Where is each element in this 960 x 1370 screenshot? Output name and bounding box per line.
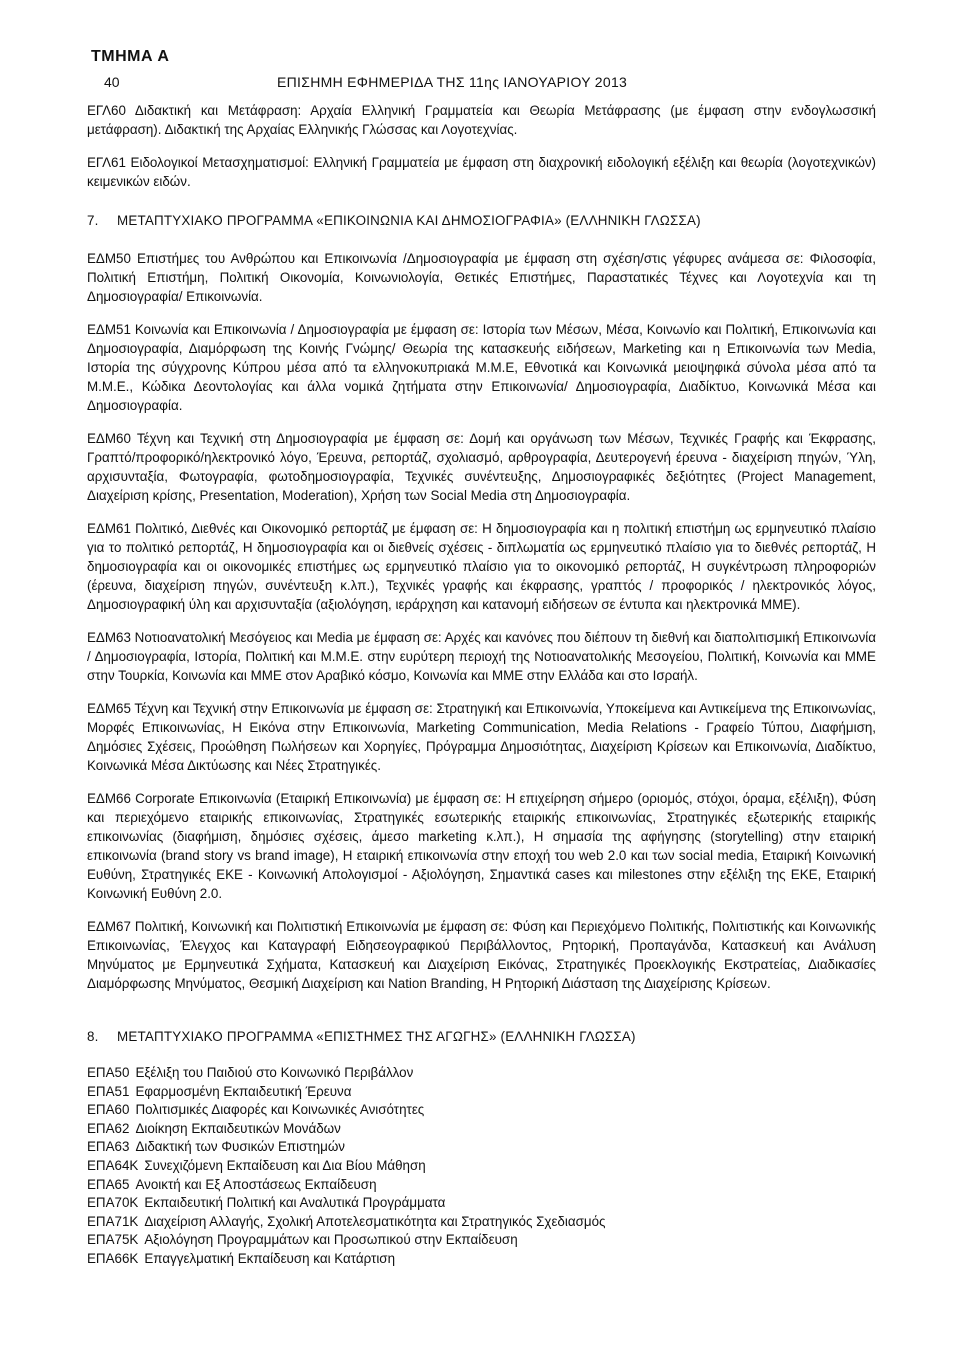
list-item (87, 1083, 876, 1102)
course-code: ΕΠΑ60 (87, 1102, 130, 1118)
document-body (87, 101, 876, 1269)
list-item (87, 1120, 876, 1139)
course-name: Εξέλιξη του Παιδιού στο Κοινωνικό Περιβάλλον (135, 1065, 414, 1080)
section-7-number: 7. (87, 213, 99, 228)
course-code: ΕΠΑ70Κ (87, 1195, 139, 1211)
list-item (87, 1194, 876, 1213)
course-paragraph-edm60: ΕΔΜ60 Τέχνη και Τεχνική στη Δημοσιογραφία με έμφαση σε: Δομή και οργάνωση των Μέσων, Τεχνικές Γραφής και Έκφρασης, Γραπτό/προφορικό/ηλεκτρονικό λόγο, Έρευνα, ρεπορτάζ, σχολιασμό, αρθρογραφία, Δευτερογενή έρευνα - διαχείριση πηγών, Ύλη, αρχισυνταξία, Φωτογραφία, φωτοδημοσιογραφία, Τεχνικές συνέντευξης, Δημοσιογραφικές δεξιότητες (Project Management, Διαχείριση κρίσης, Presentation, Moderation), Χρήση των Social Media στη Δημοσιογραφία. (87, 431, 876, 503)
course-paragraph-edm67: ΕΔΜ67 Πολιτική, Κοινωνική και Πολιτιστική Επικοινωνία με έμφαση σε: Φύση και Περιεχόμενο Πολιτικής, Πολιτιστικής και Κοινωνικής Επικοινωνίας, Έλεγχος και Καταγραφή Ειδησεογραφικού Περιβάλλοντος, Ρητορική, Προπαγάνδα, Κατασκευή και Ανάλυση Μηνύματος με Ερμηνευτικά Σχήματα, Κατασκευή και Διαχείριση Εικόνας, Στρατηγικές Προεκλογικής Εκστρατείας, Διαδικασίες Διαμόρφωσης Μηνύματος, Θεσμική Διαχείριση και Nation Branding, Η Ρητορική Διάσταση της Διαχείρισης Κρίσεων. (87, 919, 876, 991)
course-paragraph-edm63: ΕΔΜ63 Νοτιοανατολική Μεσόγειος και Media με έμφαση σε: Αρχές και κανόνες που διέπουν τη διεθνή και διαπολιτισμική Επικοινωνία / Δημοσιογραφία, Ιστορία, Πολιτική και Μ.Μ.Ε. στην ευρύτερη περιοχή της Νοτιοανατολικής Μεσογείου, Πολιτική, Κοινωνία και ΜΜΕ στην Τουρκία, Κοινωνία και ΜΜΕ στον Αραβικό κόσμο, Κοινωνία και ΜΜΕ στην Ελλάδα και στο Ισραήλ. (87, 630, 876, 683)
course-code: ΕΠΑ65 (87, 1176, 130, 1192)
course-code: ΕΠΑ50 (87, 1065, 130, 1080)
course-paragraph-edm50: ΕΔΜ50 Επιστήμες του Ανθρώπου και Επικοινωνία /Δημοσιογραφία με έμφαση στη σχέση/στις γέφυρες ανάμεσα σε: Φιλοσοφία, Πολιτική Επιστήμη, Πολιτική Οικονομία, Κοινωνιολογία, Θετικές Επιστήμες, Παραστατικές Τέχνες και Λογοτεχνία και τη Δημοσιογραφία/ Επικοινωνία. (87, 251, 876, 304)
section-label: ΤΜΗΜΑ Α (91, 48, 170, 65)
list-item (87, 1213, 876, 1232)
course-paragraph-egl60: ΕΓΛ60 Διδακτική και Μετάφραση: Αρχαία Ελληνική Γραμματεία και Θεωρία Μετάφρασης (με έμφαση στην ενδογλωσσική μετάφραση). Διδακτική της Αρχαίας Ελληνικής Γλώσσας και Λογοτεχνίας. (87, 103, 876, 137)
section-8-heading (87, 1027, 876, 1046)
course-name: Εφαρμοσμένη Εκπαιδευτική Έρευνα (135, 1083, 352, 1099)
course-name: Διαχείριση Αλλαγής, Σχολική Αποτελεσματικότητα και Στρατηγικός Σχεδιασμός (144, 1213, 606, 1229)
course-name: Επαγγελματική Εκπαίδευση και Κατάρτιση (144, 1250, 396, 1266)
list-item (87, 1064, 876, 1083)
gazette-title: ΕΠΙΣΗΜΗ ΕΦΗΜΕΡΙΔΑ ΤΗΣ 11ης ΙΑΝΟΥΑΡΙΟΥ 2013 (277, 74, 628, 90)
course-code: ΕΠΑ63 (87, 1139, 130, 1155)
course-name: Εκπαιδευτική Πολιτική και Αναλυτικά Προγράμματα (144, 1195, 446, 1211)
course-paragraph-edm51: ΕΔΜ51 Κοινωνία και Επικοινωνία / Δημοσιογραφία με έμφαση σε: Ιστορία των Μέσων, Μέσα, Κοινωνίο και Πολιτική, Επικοινωνία και Δημοσιογραφία, Διαμόρφωση της Κοινής Γνώμης/ Θεωρία της κατασκευής ειδήσεων, Marketing και η Επικοινωνία των Media, Ιστορία της σύγχρονης Κύπρου μέσα από τα ελληνοκυπριακά Μ.Μ.Ε, Εθνοτικά και Κοινωνικά μειοψηφικά σύνολα μέσα από τα Μ.Μ.Ε., Κώδικα Δεοντολογίας και άλλα νομικά ζητήματα στην Επικοινωνία/ Δημοσιογραφία, Διαδίκτυο, Κοινωνικά Μέσα και Δημοσιογραφία. (87, 322, 876, 413)
course-code: ΕΠΑ64Κ (87, 1157, 139, 1173)
section-7-heading (87, 211, 876, 230)
course-code: ΕΠΑ66Κ (87, 1250, 139, 1266)
course-name: Αξιολόγηση Προγραμμάτων και Προσωπικού στην Εκπαίδευση (144, 1232, 518, 1248)
section-8-number: 8. (87, 1029, 99, 1044)
course-name: Συνεχιζόμενη Εκπαίδευση και Δια Βίου Μάθηση (144, 1157, 426, 1173)
course-name: Ανοικτή και Εξ Αποστάσεως Εκπαίδευση (135, 1176, 377, 1192)
list-item (87, 1231, 876, 1250)
course-code: ΕΠΑ71Κ (87, 1213, 139, 1229)
list-item (87, 1101, 876, 1120)
course-name: Πολιτισμικές Διαφορές και Κοινωνικές Ανισότητες (135, 1102, 425, 1118)
course-code: ΕΠΑ51 (87, 1083, 130, 1099)
section-7-title: ΜΕΤΑΠΤΥΧΙΑΚΟ ΠΡΟΓΡΑΜΜΑ «ΕΠΙΚΟΙΝΩΝΙΑ ΚΑΙ ΔΗΜΟΣΙΟΓΡΑΦΙΑ» (ΕΛΛΗΝΙΚΗ ΓΛΩΣΣΑ) (117, 213, 701, 228)
page-number: 40 (104, 74, 120, 90)
course-paragraph-egl61: ΕΓΛ61 Ειδολογικοί Μετασχηματισμοί: Ελληνική Γραμματεία με έμφαση στη διαχρονική ειδολογική εξέλιξη και θεωρία (λογοτεχνικών) κειμενικών ειδών. (87, 155, 876, 189)
section-8-title: ΜΕΤΑΠΤΥΧΙΑΚΟ ΠΡΟΓΡΑΜΜΑ «ΕΠΙΣΤΗΜΕΣ ΤΗΣ ΑΓΩΓΗΣ» (ΕΛΛΗΝΙΚΗ ΓΛΩΣΣΑ) (117, 1029, 636, 1044)
list-item (87, 1138, 876, 1157)
page-header (87, 73, 876, 95)
course-name: Διδακτική των Φυσικών Επιστημών (135, 1139, 346, 1155)
list-item (87, 1157, 876, 1176)
course-name: Διοίκηση Εκπαιδευτικών Μονάδων (135, 1120, 341, 1136)
course-paragraph-edm65: ΕΔΜ65 Τέχνη και Τεχνική στην Επικοινωνία με έμφαση σε: Στρατηγική και Επικοινωνία, Υποκείμενα και Αντικείμενα της Επικοινωνίας, Μορφές Επικοινωνίας, Η Εικόνα στην Επικοινωνία, Marketing Communication, Media Relations - Γραφείο Τύπου, Διαφήμιση, Δημόσιες Σχέσεις, Προώθηση Πωλήσεων και Χορηγίες, Πρόγραμμα Δημοσιότητας, Διαχείριση Κρίσεων και Επικοινωνία, Διαδίκτυο, Κοινωνικά Μέσα Δικτύωσης και Νέες Στρατηγικές. (87, 701, 876, 773)
course-list (87, 1064, 876, 1269)
course-paragraph-edm61: ΕΔΜ61 Πολιτικό, Διεθνές και Οικονομικό ρεπορτάζ με έμφαση σε: Η δημοσιογραφία και η πολιτική επιστήμη ως ερμηνευτικό πλαίσιο για το πολιτικό ρεπορτάζ, Η δημοσιογραφία και οι διεθνείς σχέσεις - διπλωματία ως ερμηνευτικό πλαίσιο για το διεθνές ρεπορτάζ, Η δημοσιογραφία και οι οικονομικές επιστήμες ως ερμηνευτικό πλαίσιο για το οικονομικό ρεπορτάζ, Η συγκέντρωση πληροφοριών (έρευνα, διαχείριση πηγών, συνέντευξη κ.λπ.), Τεχνικές γραφής και έκφρασης, γραπτός / προφορικός / ηλεκτρονικός λόγος, Δημοσιογραφική ύλη και αρχισυνταξία (αξιολόγηση, ιεράρχηση και κατανομή ειδήσεων σε έντυπα και ηλεκτρονικά ΜΜΕ). (87, 521, 876, 612)
course-code: ΕΠΑ62 (87, 1120, 130, 1136)
list-item (87, 1250, 876, 1269)
list-item (87, 1176, 876, 1195)
course-paragraph-edm66: ΕΔΜ66 Corporate Επικοινωνία (Εταιρική Επικοινωνία) με έμφαση σε: Η επιχείρηση σήμερο (οριομός, στόχοι, όραμα, εξέλιξη), Φύση και περιεχόμενο εταιρικής επικοινωνίας, Στρατηγικές εσωτερικής εταιρικής επικοινωνίας, Στρατηγικές εξωτερικής εταιρικής επικοινωνίας (διαφήμιση, δημόσιες σχέσεις, άμεσο marketing κ.λπ.), Η σημασία της αφήγησης (storytelling) στην εταιρική επικοινωνία (brand story vs brand image), Η εταιρική επικοινωνία στην εποχή του web 2.0 και των social media, Εταιρική Κοινωνική Ευθύνη, Στρατηγικές ΕΚΕ - Κοινωνική Απολογισμοί - Αξιολόγηση, Σημαντικά cases και milestones στην εξέλιξη της ΕΚΕ, Εταιρική Κοινωνική Ευθύνη 2.0. (87, 791, 876, 901)
course-code: ΕΠΑ75Κ (87, 1232, 139, 1248)
